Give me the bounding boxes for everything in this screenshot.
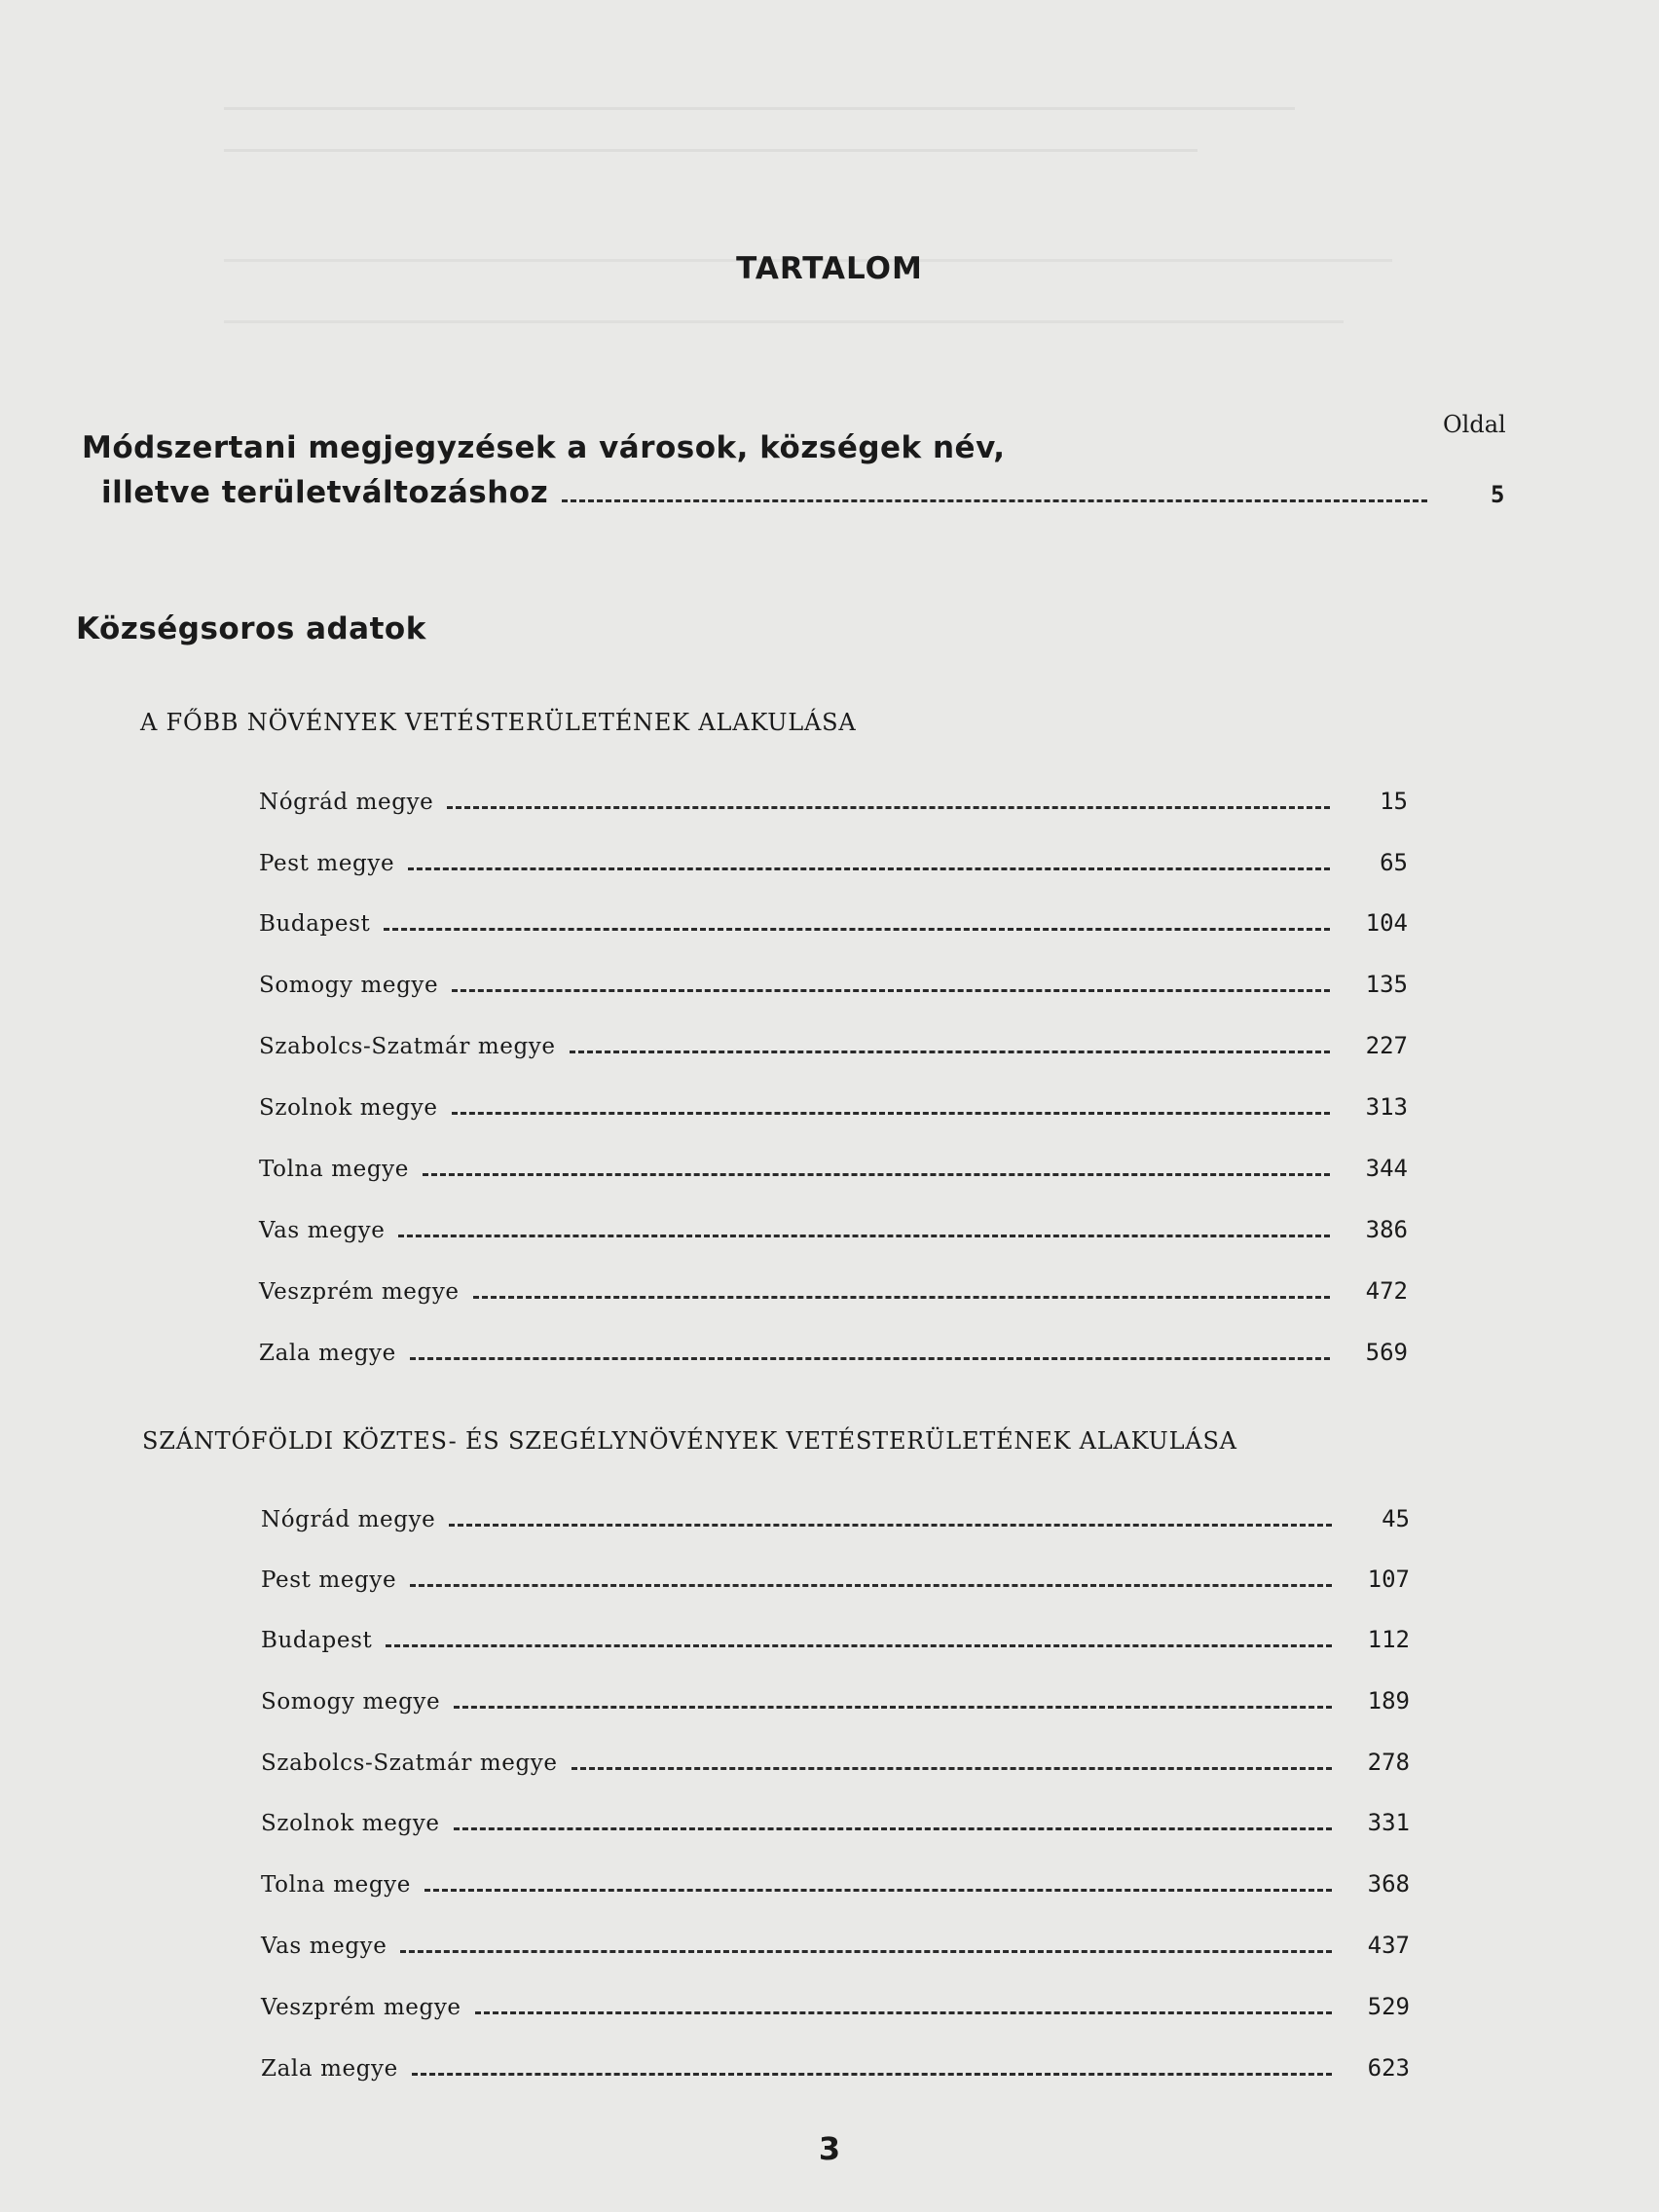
toc-entry-label: Nógrád megye	[261, 1507, 436, 1532]
toc-entry-page: 189	[1367, 1687, 1410, 1714]
toc-entry[interactable]	[259, 1277, 1408, 1305]
toc-entry-page: 135	[1365, 971, 1408, 998]
page-column-header: Oldal	[1443, 411, 1506, 438]
dot-leader	[384, 928, 1330, 931]
toc-entry[interactable]	[261, 1870, 1410, 1898]
toc-entry-page: 472	[1365, 1277, 1408, 1305]
toc-entry[interactable]	[259, 1216, 1408, 1243]
toc-entry[interactable]	[259, 1339, 1408, 1366]
toc-entry-label: Pest megye	[259, 851, 395, 876]
toc-entry-page: 104	[1365, 909, 1408, 937]
toc-entry[interactable]	[261, 1566, 1410, 1593]
toc-entry-label: Budapest	[261, 1628, 373, 1653]
toc-entry-label: Veszprém megye	[261, 1995, 461, 2020]
group-heading-intercrops: SZÁNTÓFÖLDI KÖZTES- ÉS SZEGÉLYNÖVÉNYEK VETÉSTERÜLETÉNEK ALAKULÁSA	[142, 1427, 1237, 1455]
dot-leader	[410, 1357, 1330, 1360]
dot-leader	[454, 1706, 1332, 1709]
toc-entry[interactable]	[261, 1687, 1410, 1714]
toc-entry-label: Szolnok megye	[259, 1095, 438, 1121]
toc-entry-page: 331	[1367, 1809, 1410, 1836]
dot-leader	[400, 1950, 1332, 1953]
toc-entry-label: Budapest	[259, 911, 371, 937]
toc-entry-label: Somogy megye	[261, 1689, 441, 1714]
dot-leader	[562, 499, 1427, 502]
toc-entry-label: Zala megye	[259, 1341, 396, 1366]
methodology-page: 5	[1491, 481, 1505, 508]
toc-entry[interactable]	[259, 971, 1408, 998]
toc-entry-label: Szabolcs-Szatmár megye	[259, 1034, 556, 1059]
toc-entry[interactable]	[261, 1993, 1410, 2020]
dot-leader	[424, 1889, 1332, 1892]
toc-entry-label: Vas megye	[261, 1934, 387, 1959]
dot-leader	[570, 1051, 1330, 1053]
dot-leader	[386, 1644, 1332, 1647]
toc-entry-page: 227	[1365, 1032, 1408, 1059]
dot-leader	[452, 989, 1330, 992]
group-heading-main-crops: A FŐBB NÖVÉNYEK VETÉSTERÜLETÉNEK ALAKULÁSA	[140, 709, 857, 736]
toc-entry-page: 313	[1365, 1093, 1408, 1121]
dot-leader	[408, 867, 1330, 870]
toc-entry[interactable]	[259, 1093, 1408, 1121]
toc-entry[interactable]	[261, 1505, 1410, 1532]
dot-leader	[423, 1173, 1330, 1176]
toc-entry-page: 569	[1365, 1339, 1408, 1366]
toc-entry-page: 623	[1367, 2054, 1410, 2082]
toc-entry-label: Szolnok megye	[261, 1811, 440, 1836]
toc-entry-page: 278	[1367, 1749, 1410, 1776]
toc-entry-page: 344	[1365, 1155, 1408, 1182]
toc-entry[interactable]	[261, 1809, 1410, 1836]
toc-entry-label: Tolna megye	[261, 1872, 411, 1898]
toc-entry[interactable]	[259, 1155, 1408, 1182]
toc-entry[interactable]	[261, 1749, 1410, 1776]
toc-entry[interactable]	[261, 1932, 1410, 1959]
dot-leader	[410, 1584, 1332, 1587]
toc-entry-methodology[interactable]	[101, 475, 1505, 510]
toc-entry[interactable]	[259, 909, 1408, 937]
toc-entry-page: 529	[1367, 1993, 1410, 2020]
toc-entry[interactable]	[259, 849, 1408, 876]
toc-entry-page: 65	[1380, 849, 1408, 876]
toc-entry-page: 437	[1367, 1932, 1410, 1959]
toc-entry-page: 107	[1367, 1566, 1410, 1593]
dot-leader	[454, 1827, 1332, 1830]
toc-entry[interactable]	[259, 788, 1408, 815]
dot-leader	[398, 1235, 1330, 1237]
toc-entry-label: Zala megye	[261, 2056, 398, 2082]
dot-leader	[447, 806, 1330, 809]
toc-entry[interactable]	[261, 1626, 1410, 1653]
toc-entry-label: Pest megye	[261, 1567, 397, 1593]
dot-leader	[473, 1296, 1330, 1299]
toc-entry-page: 368	[1367, 1870, 1410, 1898]
toc-entry-label: Somogy megye	[259, 973, 439, 998]
toc-entry-label: Nógrád megye	[259, 790, 434, 815]
page-number: 3	[818, 2130, 841, 2167]
toc-entry-page: 15	[1380, 788, 1408, 815]
page-title: TARTALOM	[736, 251, 923, 286]
dot-leader	[452, 1112, 1330, 1115]
toc-entry-label: Vas megye	[259, 1218, 386, 1243]
dot-leader	[475, 2011, 1332, 2014]
toc-entry-page: 386	[1365, 1216, 1408, 1243]
dot-leader	[449, 1524, 1332, 1527]
toc-entry-page: 45	[1382, 1505, 1410, 1532]
dot-leader	[412, 2073, 1332, 2076]
toc-entry-label: Szabolcs-Szatmár megye	[261, 1751, 558, 1776]
methodology-line-1: Módszertani megjegyzések a városok, községek név,	[82, 430, 1006, 465]
section-title: Községsoros adatok	[76, 611, 426, 646]
dot-leader	[571, 1767, 1332, 1770]
toc-entry-label: Veszprém megye	[259, 1279, 460, 1305]
toc-entry[interactable]	[259, 1032, 1408, 1059]
methodology-line-2: illetve területváltozáshoz	[101, 475, 549, 510]
toc-entry-page: 112	[1367, 1626, 1410, 1653]
toc-entry-label: Tolna megye	[259, 1157, 409, 1182]
toc-entry[interactable]	[261, 2054, 1410, 2082]
